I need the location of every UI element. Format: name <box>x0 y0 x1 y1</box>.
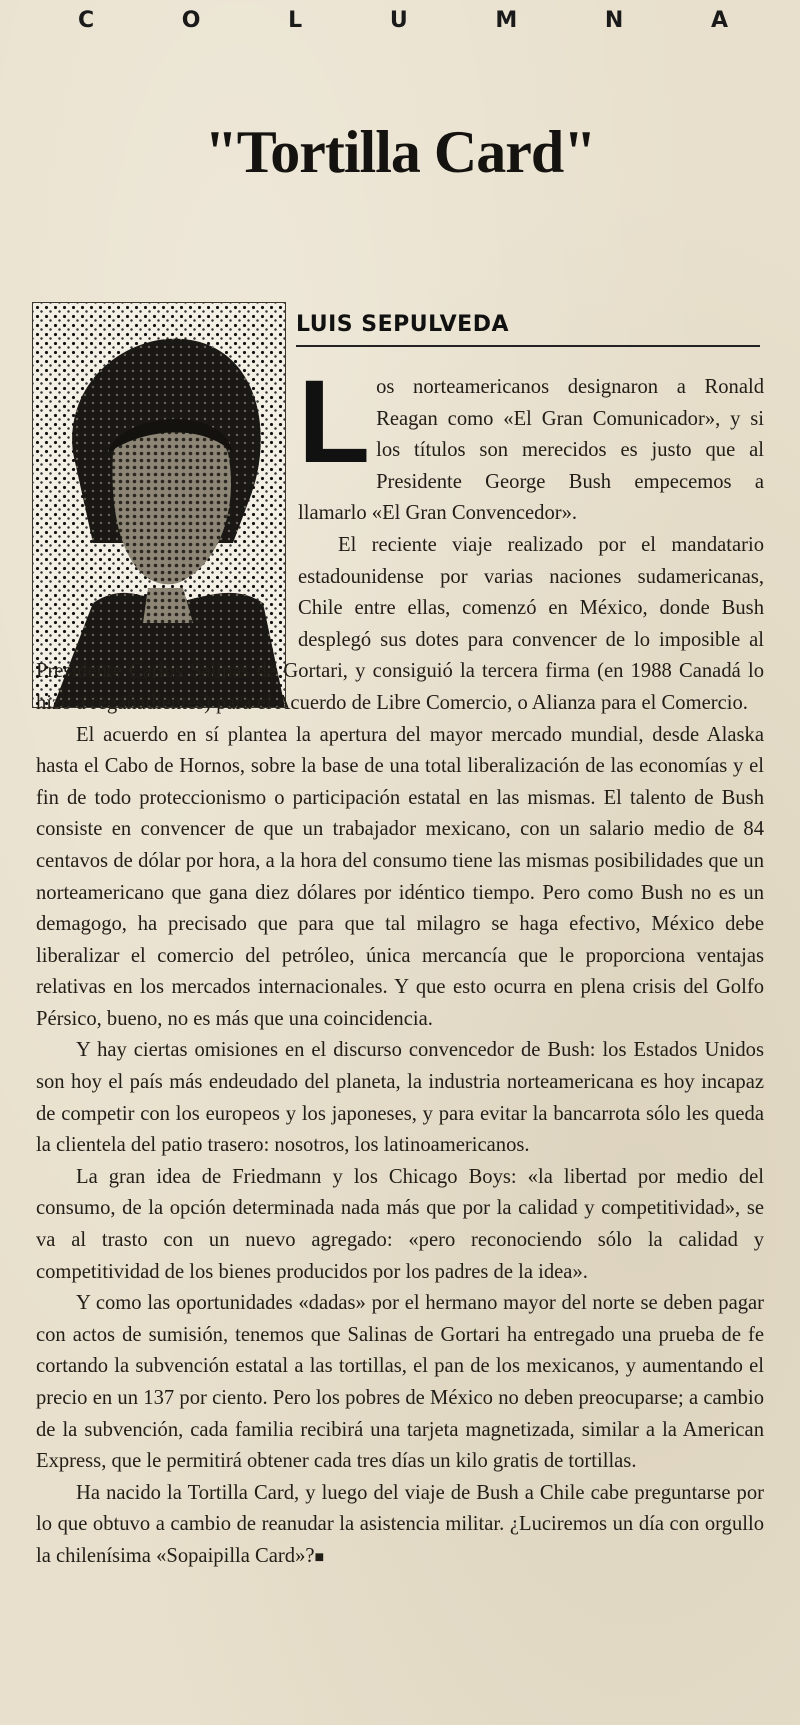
byline-rule <box>296 345 760 347</box>
author-name: LUIS SEPULVEDA <box>296 312 509 337</box>
section-label-letter: L <box>288 8 303 33</box>
byline <box>296 312 760 347</box>
paragraph: La gran idea de Friedmann y los Chicago Boys: «la libertad por medio del consumo, de la opción determinada nada más que por la calidad y competitividad», se va al trasto con un nuevo agregado: «pero reconociendo sólo la calidad y competitividad de los bienes producidos por los padres de la idea». <box>36 1165 764 1283</box>
drop-cap: L <box>298 356 371 488</box>
paragraph: El reciente viaje realizado por el mandatario estadounidense por varias naciones sudamericanas, Chile entre ellas, comenzó en México, donde Bush desplegó sus dotes para convencer de lo imposible al Presidente Carlos Salinas de Gortari, y consiguió la tercera firma (en 1988 Canadá lo hizo a regañadientes) para el Acuerdo de Libre Comercio, o Alianza para el Comercio. <box>36 533 764 714</box>
section-label-letter: U <box>389 8 408 33</box>
paragraph: El acuerdo en sí plantea la apertura del mayor mercado mundial, desde Alaska hasta el Cabo de Hornos, sobre la base de una total liberalización de las economías y el fin de todo proteccionismo o participación estatal en las mismas. El talento de Bush consiste en convencer de que un trabajador mexicano, con un salario medio de 84 centavos de dólar por hora, a la hora del consumo tiene las mismas posibilidades que un norteamericano que gana diez dólares por idéntico tiempo. Pero como Bush no es un demagogo, ha precisado que para que tal milagro se haga efectivo, México debe liberalizar el comercio del petróleo, única mercancía que le proporciona ventajas relativas en los mercados internacionales. Y que esto ocurra en plena crisis del Golfo Pérsico, bueno, no es más que una coincidencia. <box>36 723 764 1030</box>
section-label-letter: A <box>710 8 728 33</box>
end-mark-icon: ■ <box>314 1548 325 1566</box>
paragraph: Y como las oportunidades «dadas» por el hermano mayor del norte se deben pagar con actos de sumisión, tenemos que Salinas de Gortari ha entregado una prueba de fe cortando la subvención estatal a las tortillas, el pan de los mexicanos, y aumentando el precio en un 137 por ciento. Pero los pobres de México no deben preocuparse; a cambio de la subvención, cada familia recibirá una tarjeta magnetizada, similar a la American Express, que le permitirá obtener cada tres días un kilo gratis de tortillas. <box>36 1292 764 1473</box>
article-body <box>36 356 764 1574</box>
section-label-letter: M <box>495 8 518 33</box>
section-label-letter: N <box>604 8 624 33</box>
article-title: "Tortilla Card" <box>204 119 596 185</box>
section-label-letter: C <box>78 8 95 33</box>
paragraph-text: os norteamericanos designaron a Ronald Reagan como «El Gran Comunicador», y si los títulos son merecidos es justo que al Presidente George Bush empecemos a llamarlo «El Gran Convencedor». <box>298 376 764 525</box>
paragraph-text: Ha nacido la Tortilla Card, y luego del viaje de Bush a Chile cabe preguntarse por lo que obtuvo a cambio de reanudar la asistencia militar. ¿Luciremos un día con orgullo la chilenísima «Sopaipilla Card»? <box>36 1481 764 1567</box>
section-label-letter: O <box>181 8 201 33</box>
paragraph <box>36 1478 764 1574</box>
paragraph: Y hay ciertas omisiones en el discurso convencedor de Bush: los Estados Unidos son hoy el país más endeudado del planeta, la industria norteamericana es hoy incapaz de competir con los europeos y los japoneses, y para evitar la bancarrota sólo les queda la clientela del patio trasero: nosotros, los latinoamericanos. <box>36 1039 764 1157</box>
section-label <box>78 8 728 33</box>
photo-spacer <box>36 302 298 646</box>
